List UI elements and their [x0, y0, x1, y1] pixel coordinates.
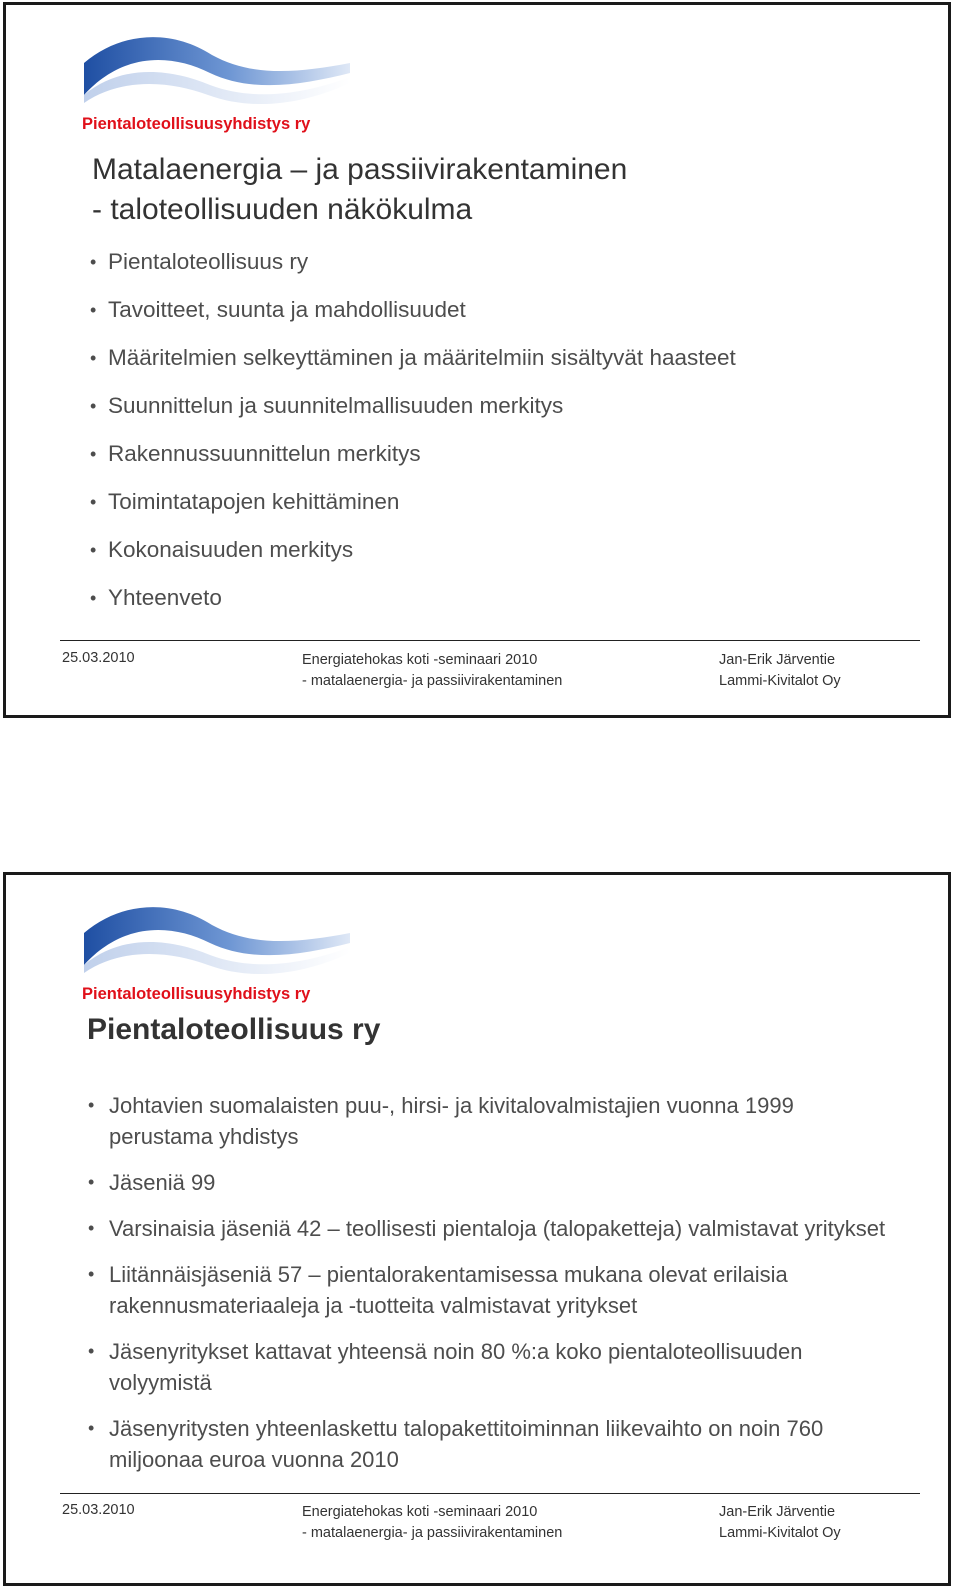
list-item: • Toimintatapojen kehittäminen [90, 487, 736, 535]
list-item: • Jäsenyritysten yhteenlaskettu talopakettitoiminnan liikevaihto on noin 760 miljoonaa euroa vuonna 2010 [88, 1413, 888, 1475]
bullet-icon: • [90, 348, 97, 368]
footer-divider [60, 640, 920, 641]
slide-1 [3, 2, 951, 718]
footer-date: 25.03.2010 [62, 650, 135, 666]
slide-title: Pientaloteollisuus ry [87, 1013, 381, 1046]
list-item: • Johtavien suomalaisten puu-, hirsi- ja kivitalovalmistajien vuonna 1999 perustama yhdistys [88, 1090, 888, 1152]
organization-name: Pientaloteollisuusyhdistys ry [82, 115, 311, 133]
bullet-icon: • [88, 1341, 95, 1361]
title-line-1: Matalaenergia – ja passiivirakentaminen [92, 153, 628, 186]
list-item: • Määritelmien selkeyttäminen ja määritelmiin sisältyvät haasteet [90, 343, 736, 391]
bullet-icon: • [88, 1418, 95, 1438]
footer-author: Jan-Erik Järventie Lammi-Kivitalot Oy [719, 652, 841, 689]
slide-title [92, 150, 627, 230]
bullet-icon: • [90, 300, 97, 320]
footer-event: Energiatehokas koti -seminaari 2010 - matalaenergia- ja passiivirakentaminen [302, 1504, 563, 1541]
bullet-icon: • [90, 396, 97, 416]
bullet-icon: • [90, 492, 97, 512]
bullet-icon: • [88, 1095, 95, 1115]
wave-logo-icon [82, 33, 354, 113]
bullet-icon: • [88, 1218, 95, 1238]
list-item: • Jäseniä 99 [88, 1167, 888, 1198]
slide-2 [3, 872, 951, 1586]
list-item: • Liitännäisjäseniä 57 – pientalorakentamisessa mukana olevat erilaisia rakennusmateriaaleja ja -tuotteita valmistavat yritykset [88, 1259, 888, 1321]
list-item: • Varsinaisia jäseniä 42 – teollisesti pientaloja (talopaketteja) valmistavat yritykset [88, 1213, 888, 1244]
bullet-icon: • [90, 540, 97, 560]
list-item: • Tavoitteet, suunta ja mahdollisuudet [90, 295, 736, 343]
footer-event: Energiatehokas koti -seminaari 2010 - matalaenergia- ja passiivirakentaminen [302, 652, 563, 689]
footer-author: Jan-Erik Järventie Lammi-Kivitalot Oy [719, 1504, 841, 1541]
organization-logo [82, 33, 354, 133]
bullet-icon: • [88, 1264, 95, 1284]
list-item: • Kokonaisuuden merkitys [90, 535, 736, 583]
list-item: • Suunnittelun ja suunnitelmallisuuden merkitys [90, 391, 736, 439]
info-list [88, 1090, 888, 1490]
bullet-icon: • [90, 444, 97, 464]
organization-name: Pientaloteollisuusyhdistys ry [82, 985, 311, 1003]
list-item: • Yhteenveto [90, 583, 736, 631]
footer-date: 25.03.2010 [62, 1502, 135, 1518]
organization-logo [82, 903, 354, 1003]
list-item: • Rakennussuunnittelun merkitys [90, 439, 736, 487]
bullet-icon: • [90, 252, 97, 272]
list-item: • Jäsenyritykset kattavat yhteensä noin 80 %:a koko pientaloteollisuuden volyymistä [88, 1336, 888, 1398]
wave-logo-icon [82, 903, 354, 983]
bullet-icon: • [88, 1172, 95, 1192]
footer-divider [60, 1493, 920, 1494]
agenda-list [90, 247, 736, 631]
title-line-2: - taloteollisuuden näkökulma [92, 193, 473, 226]
bullet-icon: • [90, 588, 97, 608]
list-item: • Pientaloteollisuus ry [90, 247, 736, 295]
